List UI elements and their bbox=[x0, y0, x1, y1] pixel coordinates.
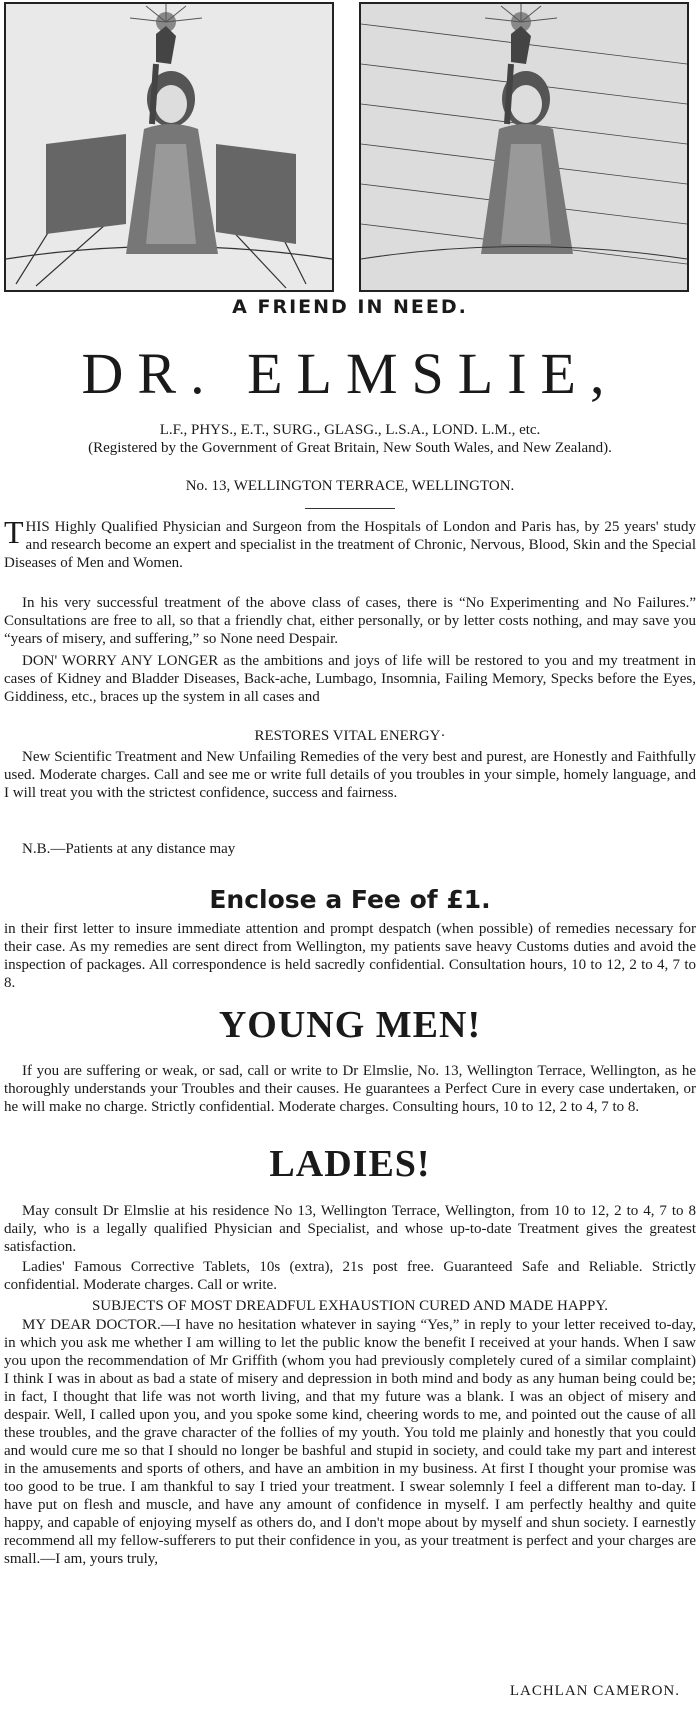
intro-text: HIS Highly Qualified Physician and Surgeon from the Hospitals of London and Paris has, by 25 years' study and research become an expert and specialist in the treatment of Chronic, Nervous, Blood, Skin and the Special Diseases of Men and Women. bbox=[4, 519, 696, 571]
tablets-paragraph: Ladies' Famous Corrective Tablets, 10s (extra), 21s post free. Guaranteed Safe and Reliable. Strictly confidential. Moderate charges. Call or write. bbox=[4, 1259, 696, 1293]
intro-paragraph bbox=[4, 514, 696, 572]
success-paragraph: In his very successful treatment of the above class of cases, there is “No Experimenting and No Failures.” Consultations are free to all, so that a friendly chat, either personally, or by letter costs nothing, and may save you “years of misery, and suffering,” so None need Despair. bbox=[4, 595, 696, 647]
subjects-heading: SUBJECTS OF MOST DREADFUL EXHAUSTION CURED AND MADE HAPPY. bbox=[91, 1298, 609, 1314]
restores-heading: RESTORES VITAL ENERGY· bbox=[254, 728, 446, 744]
credentials-degrees: L.F., PHYS., E.T., SURG., GLASG., L.S.A., LOND. L.M., etc. bbox=[159, 422, 541, 438]
young-men-heading: YOUNG MEN! bbox=[218, 1004, 482, 1046]
dropcap: T bbox=[4, 514, 24, 550]
dont-worry-paragraph: DON' WORRY ANY LONGER as the ambitions and joys of life will be restored to you and my treatment in cases of Kidney and Bladder Diseases, Back-ache, Lumbago, Insomnia, Failing Memory, Specks before the Eyes, Giddiness, etc., braces up the system in all cases and bbox=[4, 653, 696, 705]
ladies-paragraph: May consult Dr Elmslie at his residence No 13, Wellington Terrace, Wellington, from 10 to 12, 2 to 4, 7 to 8 daily, who is a legally qualified Physician and Specialist, and whose up-to-date Treatment gives the greatest satisfaction. bbox=[4, 1203, 696, 1255]
torch-bearer-figure-left bbox=[6, 4, 332, 290]
engraving-left bbox=[4, 2, 334, 292]
young-men-paragraph: If you are suffering or weak, or sad, call or write to Dr Elmslie, No. 13, Wellington Terrace, Wellington, as he thoroughly understands your Troubles and their causes. He guarantees a Perfect Cure in every case undertaken, or he will make no charge. Strictly confidential. Moderate charges. Consulting hours, 10 to 12, 2 to 4, 7 to 8. bbox=[4, 1063, 696, 1115]
engraving-right bbox=[359, 2, 689, 292]
address: No. 13, WELLINGTON TERRACE, WELLINGTON. bbox=[185, 478, 515, 494]
torch-bearer-figure-right bbox=[361, 4, 687, 290]
testimonial-paragraph: MY DEAR DOCTOR.—I have no hesitation whatever in saying “Yes,” in reply to your letter received to-day, in which you ask me whether I am willing to let the public know the benefit I received at your hands. When I saw you upon the recommendation of Mr Griffith (whom you had previously completely cured of a similar complaint) I think I was in about as bad a state of misery and depression in both mind and body as any human being could be; in fact, I thought that life was not worth living, and that my future was a blank. I was an object of misery and despair. Well, I called upon you, and you spoke some kind, cheering words to me, and pointed out the cause of all these troubles, and the grave character of the follies of my youth. You told me plainly and honestly that you could and would cure me so that I should no longer be bashful and stupid in society, and could take my part and interest in the amusements and sports of others, and have an ambition in my business. At first I thought your promise was too good to be true. I am thankful to say I tried your treatment. I swear solemnly I feel a different man to-day. I have put on flesh and muscle, and have any amount of confidence in myself. I am perfectly healthy and quite happy, and capable of enjoying myself as others do, and I don't mope about by myself and shun society. I earnestly recommend all my fellow-sufferers to put their confidence in you, as your treatment is perfect and your charges are small.—I am, yours truly, bbox=[4, 1317, 696, 1567]
divider bbox=[305, 508, 395, 509]
signature: LACHLAN CAMERON. bbox=[509, 1683, 680, 1699]
nb-line: N.B.—Patients at any distance may bbox=[22, 841, 236, 857]
fee-heading: Enclose a Fee of £1. bbox=[209, 885, 491, 914]
fee-paragraph: in their first letter to insure immediate attention and prompt despatch (when possible) of remedies necessary for their case. As my remedies are sent direct from Wellington, my patients save heavy Customs duties and avoid the inspection of packages. All correspondence is held sacredly confidential. Consultation hours, 10 to 12, 2 to 4, 7 to 8. bbox=[4, 921, 696, 991]
credentials-registration: (Registered by the Government of Great Britain, New South Wales, and New Zealand). bbox=[88, 440, 612, 456]
tagline: A FRIEND IN NEED. bbox=[232, 296, 468, 318]
illustration-pair bbox=[4, 2, 696, 288]
remedies-paragraph: New Scientific Treatment and New Unfailing Remedies of the very best and purest, are Honestly and Faithfully used. Moderate charges. Call and see me or write full details of you troubles in your simple, homely language, and I will treat you with the strictest confidence, success and fairness. bbox=[4, 749, 696, 801]
ladies-heading: LADIES! bbox=[269, 1143, 431, 1185]
doctor-name: DR. ELMSLIE, bbox=[81, 341, 619, 406]
